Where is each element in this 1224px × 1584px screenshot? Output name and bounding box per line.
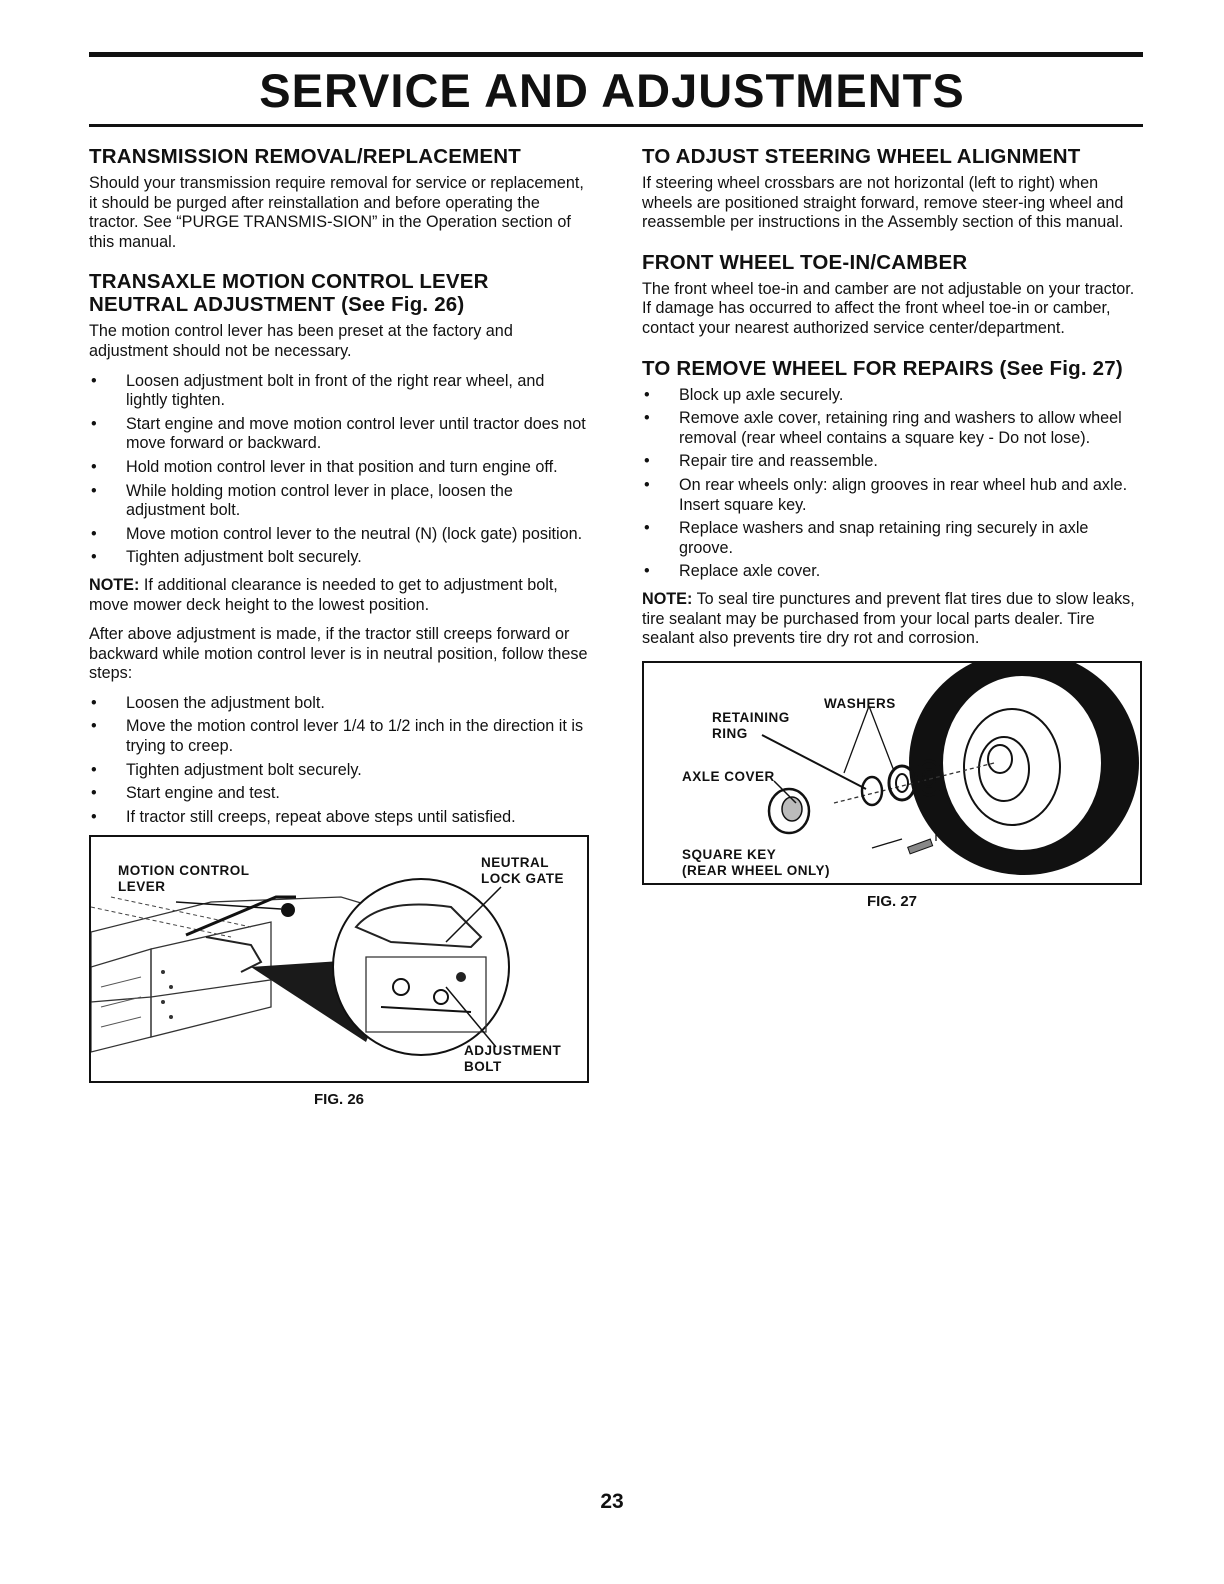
list-item: • Loosen adjustment bolt in front of the right rear wheel, and lightly tighten.: [89, 372, 589, 411]
label-axle-cover: AXLE COVER: [682, 768, 775, 784]
figure-26: [89, 835, 589, 1083]
note: [89, 576, 589, 615]
label-washers: WASHERS: [824, 695, 896, 711]
list-item: • Remove axle cover, retaining ring and washers to allow wheel removal (rear wheel contains a square key - Do not lose).: [642, 409, 1142, 448]
section-body: If steering wheel crossbars are not horizontal (left to right) when wheels are positioned straight forward, remove steer-ing wheel and reassemble per instructions in the Assembly section of this manual.: [642, 174, 1124, 232]
list-item: • While holding motion control lever in place, loosen the adjustment bolt.: [89, 482, 589, 521]
section-toe-in-camber: [642, 251, 1142, 339]
section-intro: The motion control lever has been preset at the factory and adjustment should not be necessary.: [89, 322, 513, 360]
figure-caption: FIG. 26: [313, 1091, 365, 1109]
list-item: • On rear wheels only: align grooves in rear wheel hub and axle. Insert square key.: [642, 476, 1142, 515]
section-remove-wheel: [642, 357, 1142, 649]
section-heading: TO ADJUST STEERING WHEEL ALIGNMENT: [642, 145, 1081, 168]
steps-list: [89, 372, 589, 568]
section-transmission: [89, 145, 589, 252]
label-adjustment: ADJUSTMENT: [464, 1043, 562, 1059]
section-paragraph: After above adjustment is made, if the tractor still creeps forward or backward while motion control lever is in neutral position, follow these steps:: [89, 625, 588, 683]
page-number: 23: [600, 1490, 624, 1513]
list-item: • Move the motion control lever 1/4 to 1/2 inch in the direction it is trying to creep.: [89, 717, 589, 756]
header-top-rule: [89, 52, 1143, 57]
list-item: • Move motion control lever to the neutral (N) (lock gate) position.: [89, 525, 589, 545]
list-item: • Replace axle cover.: [642, 562, 1142, 582]
section-body: The front wheel toe-in and camber are not adjustable on your tractor. If damage has occurred to affect the front wheel toe-in or camber, contact your nearest authorized service center/department.: [642, 279, 1135, 337]
section-heading: TRANSAXLE MOTION CONTROL LEVER NEUTRAL ADJUSTMENT (See Fig. 26): [89, 270, 489, 317]
label-retaining: RETAINING: [712, 709, 790, 725]
note-label: NOTE:: [642, 589, 693, 608]
label-rear-wheel-only: (REAR WHEEL ONLY): [682, 862, 831, 878]
label-neutral: NEUTRAL: [481, 855, 549, 871]
label-square-key: SQUARE KEY: [682, 846, 777, 862]
list-item: • If tractor still creeps, repeat above steps until satisfied.: [89, 808, 589, 828]
page-title: SERVICE AND ADJUSTMENTS: [259, 64, 965, 117]
note-text: To seal tire punctures and prevent flat tires due to slow leaks, tire sealant may be purchased from your local parts dealer. Tire sealant also prevents tire dry rot and corrosion.: [642, 589, 1135, 648]
list-item: • Tighten adjustment bolt securely.: [89, 548, 589, 568]
section-neutral-adjustment: [89, 270, 589, 827]
label-ring: RING: [712, 725, 748, 741]
right-column: [642, 145, 1142, 910]
list-item: • Tighten adjustment bolt securely.: [89, 761, 589, 781]
section-body: Should your transmission require removal for service or replacement, it should be purged after reinstallation and before operating the tractor. See “PURGE TRANSMIS-SION” in the Operation section of this manual.: [89, 174, 584, 251]
left-column: [89, 145, 589, 1108]
figure-27: [642, 661, 1142, 885]
list-item: • Replace washers and snap retaining ring securely in axle groove.: [642, 519, 1142, 558]
note: [642, 590, 1142, 649]
list-item: • Hold motion control lever in that position and turn engine off.: [89, 458, 589, 478]
list-item: • Start engine and test.: [89, 784, 589, 804]
section-heading: TRANSMISSION REMOVAL/REPLACEMENT: [89, 145, 521, 168]
steps-list: [642, 386, 1142, 582]
note-label: NOTE:: [89, 575, 140, 594]
note-text: If additional clearance is needed to get to adjustment bolt, move mower deck height to the lowest position.: [89, 575, 558, 614]
section-heading: FRONT WHEEL TOE-IN/CAMBER: [642, 250, 968, 274]
label-bolt: BOLT: [464, 1059, 502, 1075]
section-heading: TO REMOVE WHEEL FOR REPAIRS (See Fig. 27): [642, 356, 1123, 380]
label-motion-control: MOTION CONTROL: [118, 863, 250, 879]
label-lock-gate: LOCK GATE: [481, 871, 564, 887]
figure-caption: FIG. 27: [866, 892, 918, 910]
list-item: • Loosen the adjustment bolt.: [89, 694, 589, 714]
header-bottom-rule: [89, 124, 1143, 127]
list-item: • Repair tire and reassemble.: [642, 452, 1142, 472]
list-item: • Start engine and move motion control lever until tractor does not move forward or backward.: [89, 415, 589, 454]
steps-list: [89, 694, 589, 828]
section-steering-alignment: [642, 145, 1142, 233]
list-item: • Block up axle securely.: [642, 386, 1142, 406]
label-lever: LEVER: [118, 879, 166, 895]
